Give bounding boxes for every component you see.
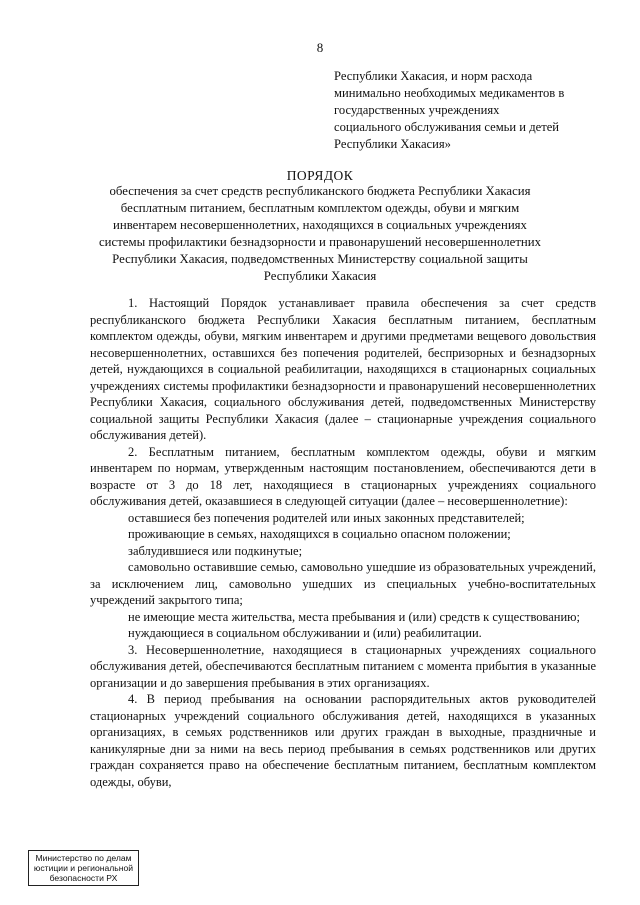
subtitle-line: Республики Хакасия, подведомственных Министерству социальной защиты [112, 252, 528, 266]
subtitle-line: обеспечения за счет средств республиканского бюджета Республики Хакасия [109, 184, 531, 198]
paragraph-1: 1. Настоящий Порядок устанавливает правила обеспечения за счет средств республиканского бюджета Республики Хакасия бесплатным питанием, бесплатным комплектом одежды, обуви, мягким инвентарем и другими предметами вещевого довольствия несовершеннолетних, оставшихся без попечения родителей, беспризорных и безнадзорных детей, нуждающихся в социальной реабилитации, находящихся в стационарных социальных учреждениях системы профилактики безнадзорности и правонарушений несовершеннолетних Республики Хакасия, социального обслуживания детей, подведомственных Министерству социальной защиты Республики Хакасия (далее – стационарные учреждения социального обслуживания детей). [90, 296, 596, 442]
paragraph-2: 2. Бесплатным питанием, бесплатным комплектом одежды, обуви и мягким инвентарем по нормам, утвержденным настоящим постановлением, обеспечиваются дети в возрасте от 3 до 18 лет, находящиеся в стационарных учреждениях социального обслуживания детей, оказавшиеся в следующей ситуации (далее – несовершеннолетние): [90, 444, 596, 508]
stamp-line: безопасности РХ [49, 873, 118, 883]
list-item: заблудившиеся или подкинутые; [128, 543, 303, 558]
header-block [334, 68, 604, 153]
list-item: проживающие в семьях, находящихся в социально опасном положении; [128, 527, 511, 541]
list-item: нуждающиеся в социальном обслуживании и (или) реабилитации. [128, 626, 482, 640]
header-line: минимально необходимых медикаментов в [334, 86, 565, 100]
subtitle-line: Республики Хакасия [263, 269, 377, 283]
document-subtitle [60, 183, 580, 285]
list-item: оставшиеся без попечения родителей или иных законных представителей; [128, 510, 525, 525]
page-number: 8 [316, 40, 324, 55]
subtitle-line: инвентарем несовершеннолетних, находящихся в социальных учреждениях [113, 218, 527, 232]
list-item: самовольно оставившие семью, самовольно ушедшие из образовательных учреждений, за исключением лиц, самовольно ушедших из специальных учебно-воспитательных учреждений закрытого типа; [90, 560, 596, 607]
document-body [90, 295, 596, 790]
subtitle-line: системы профилактики безнадзорности и правонарушений несовершеннолетних [98, 235, 542, 249]
header-line: социального обслуживания семьи и детей [334, 120, 560, 134]
header-line: государственных учреждениях [334, 103, 500, 117]
subtitle-line: бесплатным питанием, бесплатным комплектом одежды, обуви и мягким [120, 201, 520, 215]
paragraph-4: 4. В период пребывания на основании распорядительных актов руководителей стационарных учреждений социального обслуживания детей, находящихся в указанных организациях, в семьях родственников или других граждан в выходные, праздничные и каникулярные дни за ними на весь период пребывания в семьях родственников или других граждан сохраняется право на обеспечение бесплатным питанием, бесплатным комплектом одежды, обуви, [90, 692, 596, 789]
header-line: Республики Хакасия, и норм расхода [334, 69, 533, 83]
paragraph-3: 3. Несовершеннолетние, находящиеся в стационарных учреждениях социального обслуживания детей, обеспечиваются бесплатным питанием с момента прибытия в указанные организации и до завершения пребывания в этих организациях. [90, 642, 596, 690]
header-line: Республики Хакасия» [334, 137, 451, 151]
stamp-line: юстиции и региональной [33, 863, 134, 873]
document-title: ПОРЯДОК [286, 168, 354, 183]
ministry-stamp [28, 850, 139, 886]
list-item: не имеющие места жительства, места пребывания и (или) средств к существованию; [128, 609, 580, 624]
stamp-line: Министерство по делам [35, 853, 132, 863]
